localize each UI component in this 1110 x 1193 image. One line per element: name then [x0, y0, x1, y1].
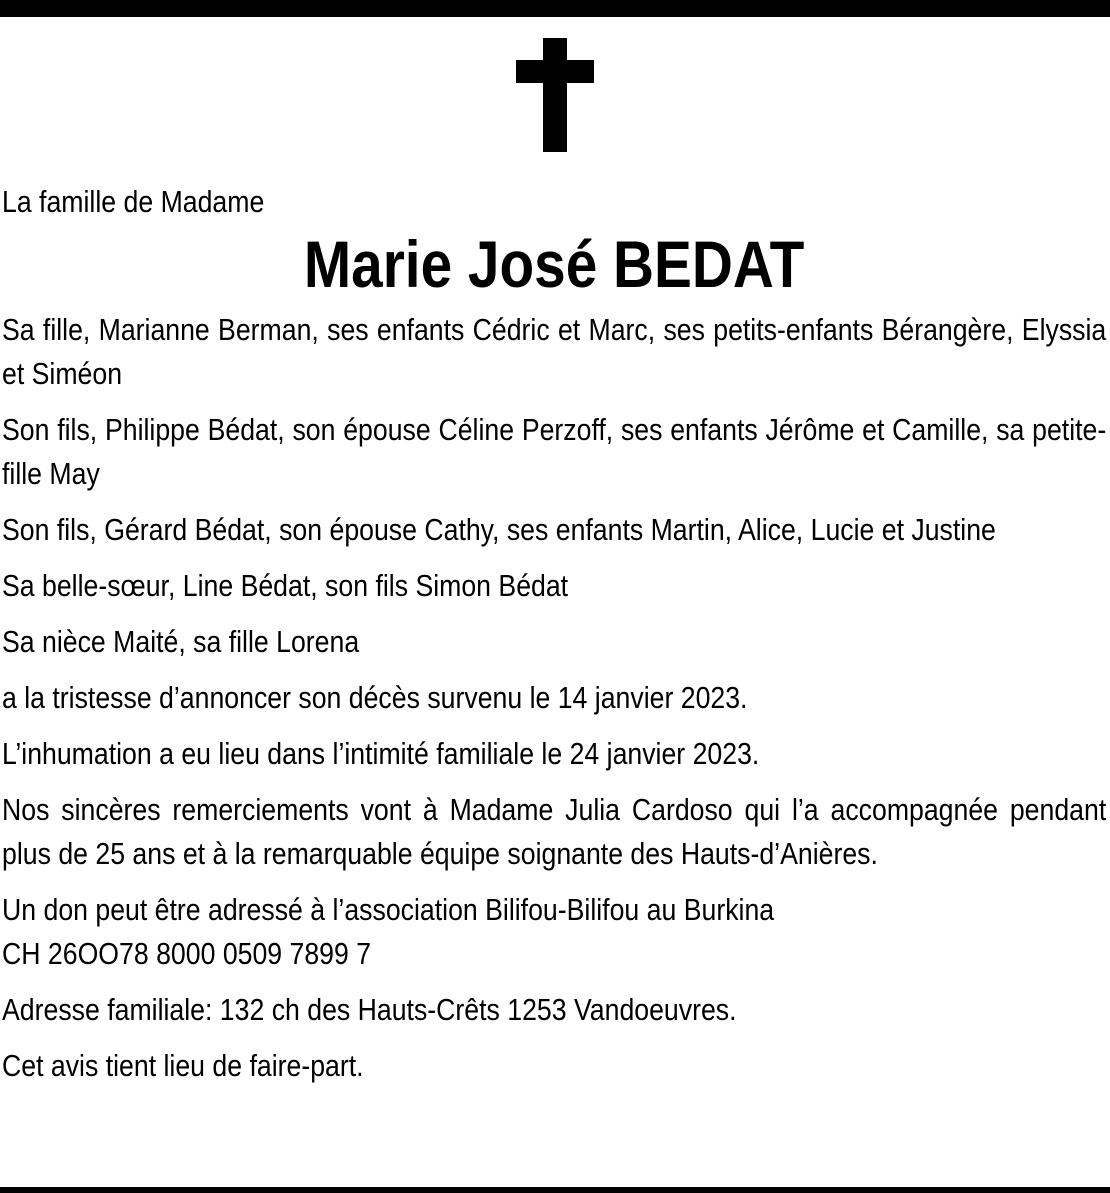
donation-line: Un don peut être adressé à l’association Bilifou-Bilifou au Burkina — [2, 892, 775, 927]
top-border — [0, 0, 1110, 17]
intro-text: La famille de Madame — [2, 184, 265, 219]
notice-body — [2, 180, 1106, 1100]
death-announcement: a la tristesse d’annoncer son décès survenu le 14 janvier 2023. — [2, 680, 748, 715]
donation-account: CH 26OO78 8000 0509 7899 7 — [2, 936, 372, 971]
family-son-philippe: Son fils, Philippe Bédat, son épouse Céline Perzoff, ses enfants Jérôme et Camille, sa petite-fille May — [2, 412, 1107, 491]
donation-text — [2, 888, 1106, 976]
closing-text: Cet avis tient lieu de faire-part. — [2, 1048, 364, 1083]
thanks-text: Nos sincères remerciements vont à Madame Julia Cardoso qui l’a accompagnée pendant plus de 25 ans et à la remarquable équipe soignante des Hauts-d’Anières. — [2, 792, 1107, 871]
deceased-name: Marie José BEDAT — [303, 227, 805, 301]
family-daughter: Sa fille, Marianne Berman, ses enfants Cédric et Marc, ses petits-enfants Bérangère, Elyssia et Siméon — [2, 312, 1107, 391]
bottom-border — [0, 1187, 1110, 1193]
family-sister-in-law: Sa belle-sœur, Line Bédat, son fils Simon Bédat — [2, 568, 569, 603]
family-niece: Sa nièce Maité, sa fille Lorena — [2, 624, 360, 659]
burial-text: L’inhumation a eu lieu dans l’intimité familiale le 24 janvier 2023. — [2, 736, 760, 771]
family-son-gerard: Son fils, Gérard Bédat, son épouse Cathy, ses enfants Martin, Alice, Lucie et Justine — [2, 512, 996, 547]
family-address: Adresse familiale: 132 ch des Hauts-Crêts 1253 Vandoeuvres. — [2, 992, 737, 1027]
cross-icon — [516, 38, 594, 152]
